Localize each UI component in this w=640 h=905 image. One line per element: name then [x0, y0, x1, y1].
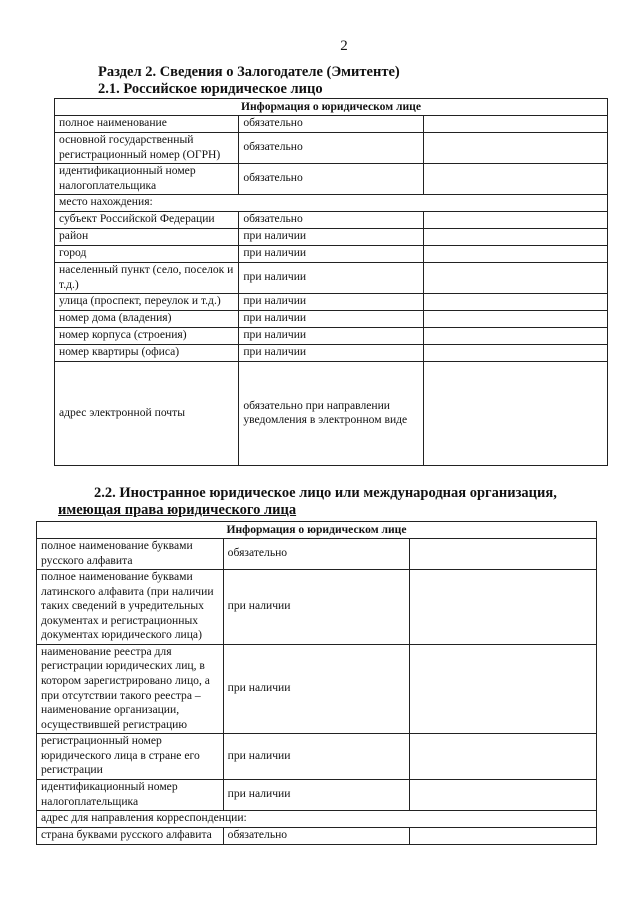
- field-label: номер корпуса (строения): [55, 327, 239, 344]
- field-value-cell[interactable]: [410, 569, 597, 644]
- field-requirement: обязательно: [239, 115, 423, 132]
- field-label: полное наименование буквами русского алфавита: [37, 538, 224, 569]
- table-row: [55, 361, 608, 465]
- field-requirement: обязательно: [223, 827, 410, 844]
- field-requirement: при наличии: [239, 327, 423, 344]
- foreign-legal-entity-table: [36, 521, 597, 845]
- field-requirement: обязательно: [239, 163, 423, 194]
- field-label: основной государственный регистрационный номер (ОГРН): [55, 132, 239, 163]
- field-requirement: обязательно: [223, 538, 410, 569]
- field-requirement: обязательно: [239, 132, 423, 163]
- field-label: улица (проспект, переулок и т.д.): [55, 293, 239, 310]
- table-row: [55, 310, 608, 327]
- field-value-cell[interactable]: [423, 361, 607, 465]
- table-row-group-label: [37, 810, 597, 827]
- field-value-cell[interactable]: [423, 245, 607, 262]
- table-row: [55, 132, 608, 163]
- field-requirement: при наличии: [239, 262, 423, 293]
- field-value-cell[interactable]: [410, 644, 597, 733]
- field-value-cell[interactable]: [410, 827, 597, 844]
- field-requirement: при наличии: [239, 245, 423, 262]
- field-value-cell[interactable]: [423, 344, 607, 361]
- field-requirement: обязательно: [239, 211, 423, 228]
- table-row: [37, 569, 597, 644]
- table-row: [55, 262, 608, 293]
- subsection-title-russian-entity: 2.1. Российское юридическое лицо: [98, 81, 323, 97]
- field-value-cell[interactable]: [423, 293, 607, 310]
- field-requirement: при наличии: [239, 293, 423, 310]
- field-value-cell[interactable]: [410, 779, 597, 810]
- field-requirement: при наличии: [223, 644, 410, 733]
- field-requirement-text: обязательно при направлении уведомления в электронном виде: [243, 398, 408, 427]
- field-label: страна буквами русского алфавита: [37, 827, 224, 844]
- field-label: полное наименование: [55, 115, 239, 132]
- field-label: идентификационный номер налогоплательщика: [37, 779, 224, 810]
- table-row: [55, 115, 608, 132]
- field-requirement: при наличии: [223, 569, 410, 644]
- field-label: номер дома (владения): [55, 310, 239, 327]
- table-row: [55, 163, 608, 194]
- table-row: [55, 344, 608, 361]
- table-row: [55, 211, 608, 228]
- group-label-location: место нахождения:: [55, 194, 608, 211]
- table-row: [55, 293, 608, 310]
- field-requirement: при наличии: [223, 733, 410, 779]
- table-row: [37, 733, 597, 779]
- group-label-correspondence-address: адрес для направления корреспонденции:: [37, 810, 597, 827]
- table-row: [37, 644, 597, 733]
- table-row: [37, 827, 597, 844]
- table-header: Информация о юридическом лице: [55, 99, 608, 116]
- table-row: [55, 245, 608, 262]
- field-label: номер квартиры (офиса): [55, 344, 239, 361]
- table-row: [37, 538, 597, 569]
- field-value-cell[interactable]: [423, 228, 607, 245]
- table-row: [55, 327, 608, 344]
- field-label: наименование реестра для регистрации юридических лиц, в котором зарегистрировано лицо, а при отсутствии такого реестра – наименование организации, осуществившей регистрацию: [37, 644, 224, 733]
- table-row: [37, 779, 597, 810]
- field-label: полное наименование буквами латинского алфавита (при наличии таких сведений в учредительных документах и регистрационных документах юридического лица): [37, 569, 224, 644]
- page-number: 2: [340, 38, 348, 54]
- table-row: [55, 228, 608, 245]
- field-value-cell[interactable]: [423, 310, 607, 327]
- field-requirement: при наличии: [223, 779, 410, 810]
- field-value-cell[interactable]: [423, 115, 607, 132]
- field-label: субъект Российской Федерации: [55, 211, 239, 228]
- table-header: Информация о юридическом лице: [37, 522, 597, 539]
- field-value-cell[interactable]: [423, 327, 607, 344]
- field-value-cell[interactable]: [423, 163, 607, 194]
- field-label: регистрационный номер юридического лица в стране его регистрации: [37, 733, 224, 779]
- field-value-cell[interactable]: [423, 132, 607, 163]
- field-label: район: [55, 228, 239, 245]
- field-requirement: [239, 361, 423, 465]
- field-label: населенный пункт (село, поселок и т.д.): [55, 262, 239, 293]
- field-label: идентификационный номер налогоплательщика: [55, 163, 239, 194]
- field-label: город: [55, 245, 239, 262]
- subsection-title-foreign-entity-cont: имеющая права юридического лица: [58, 502, 297, 518]
- field-requirement: при наличии: [239, 310, 423, 327]
- field-value-cell[interactable]: [423, 211, 607, 228]
- field-requirement: при наличии: [239, 344, 423, 361]
- subsection-title-foreign-entity: 2.2. Иностранное юридическое лицо или международная организация,: [94, 485, 557, 501]
- section-title: Раздел 2. Сведения о Залогодателе (Эмитенте): [98, 64, 400, 80]
- table-row-group-label: [55, 194, 608, 211]
- field-value-cell[interactable]: [423, 262, 607, 293]
- field-value-cell[interactable]: [410, 538, 597, 569]
- field-requirement: при наличии: [239, 228, 423, 245]
- field-value-cell[interactable]: [410, 733, 597, 779]
- russian-legal-entity-table: [54, 98, 608, 466]
- field-label: адрес электронной почты: [55, 361, 239, 465]
